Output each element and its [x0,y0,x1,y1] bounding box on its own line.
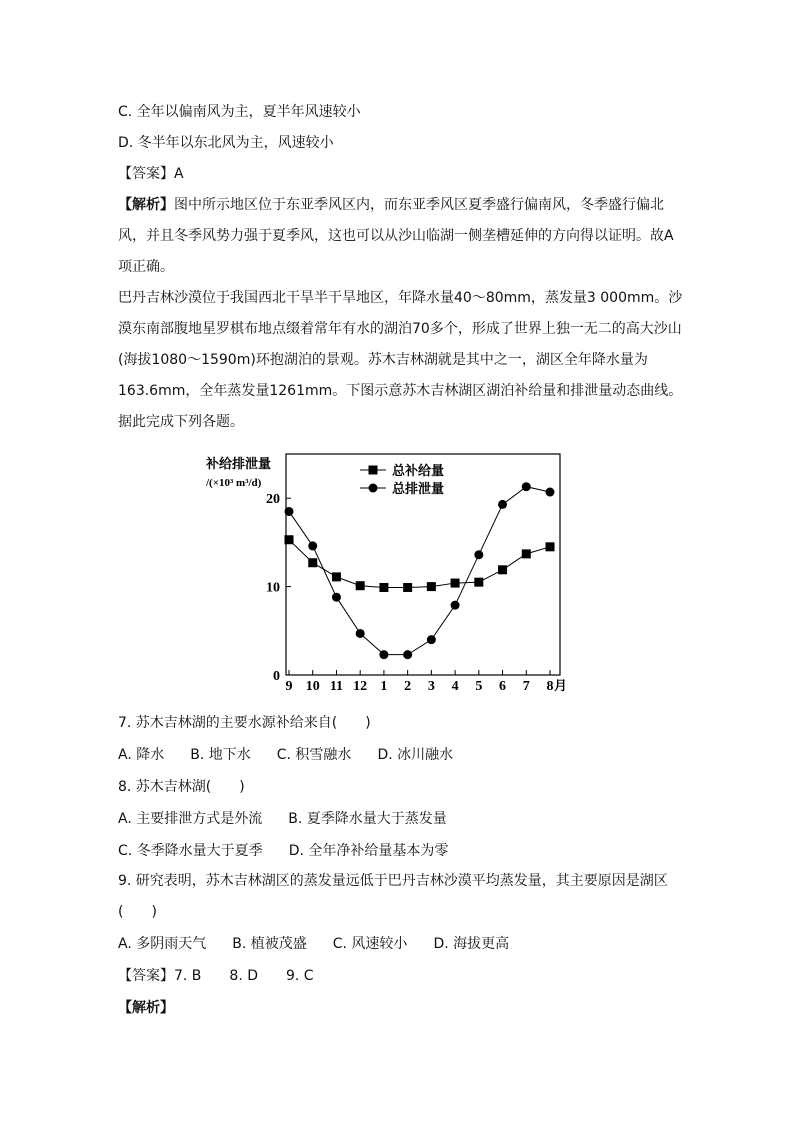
question-7-options [118,745,479,765]
point-discharge-2 [403,650,412,659]
question-9-stem: 9. 研究表明，苏木吉林湖区的蒸发量远低于巴丹吉林沙漠平均蒸发量，其主要原因是湖区( ) [118,873,668,920]
y-tick-label-20: 20 [266,492,280,508]
point-supply-8 [546,542,555,551]
point-supply-7 [522,549,531,558]
series-line-discharge [289,487,550,655]
x-tick-label-7: 7 [522,679,530,693]
question-8-stem: 8. 苏木吉林湖( ) [118,779,245,795]
x-tick-label-10: 10 [305,679,320,693]
q7-option-a[interactable]: A. 降水 [118,747,165,763]
question-8-options-row2 [118,841,474,861]
chart-legend [360,463,444,496]
q8-option-d[interactable]: D. 全年净补给量基本为零 [288,843,449,859]
point-discharge-12 [356,629,365,638]
q7-option-d[interactable]: D. 冰川融水 [377,747,454,763]
question-8-options-row1 [118,809,473,829]
option-d-prev: D. 冬半年以东北风为主，风速较小 [118,135,334,151]
point-supply-11 [332,572,341,581]
x-tick-label-3: 3 [427,679,435,693]
q9-option-d[interactable]: D. 海拔更高 [433,936,510,952]
x-tick-label-1: 1 [380,679,388,693]
legend-square-marker [369,466,378,475]
point-supply-2 [403,583,412,592]
answer-1: 【答案】A [118,166,184,182]
question-9-options [118,934,535,954]
point-supply-1 [379,583,388,592]
y-axis-label-line1: 补给排泄量 [206,456,272,471]
x-tick-label-6: 6 [499,679,507,693]
point-discharge-7 [522,482,531,491]
point-supply-4 [451,579,460,588]
point-discharge-11 [332,593,341,602]
analysis-1-text: 图中所示地区位于东亚季风区内，而东亚季风区夏季盛行偏南风，冬季盛行偏北风，并且冬季风势力强于夏季风，这也可以从沙山临湖一侧垄槽延伸的方向得以证明。故A项正确。 [118,197,674,275]
point-supply-5 [474,578,483,587]
x-tick-label-4: 4 [451,679,459,693]
point-discharge-1 [379,650,388,659]
x-tick-label-8: 8 [546,679,554,693]
q8-option-a[interactable]: A. 主要排泄方式是外流 [118,811,263,827]
point-supply-3 [427,582,436,591]
analysis-2-label: 【解析】 [118,1000,174,1016]
point-discharge-8 [546,488,555,497]
x-tick-label-12: 12 [353,679,368,693]
question-7-stem: 7. 苏木吉林湖的主要水源补给来自( ) [118,715,371,731]
q7-option-b[interactable]: B. 地下水 [190,747,251,763]
x-tick-label-9: 9 [285,679,293,693]
point-discharge-5 [474,550,483,559]
q8-option-b[interactable]: B. 夏季降水量大于蒸发量 [288,811,447,827]
y-axis-label-line2: /(×10³ m³/d) [206,477,262,489]
q9-option-a[interactable]: A. 多阴雨天气 [118,936,207,952]
x-tick-label-5: 5 [475,679,483,693]
point-discharge-10 [308,541,317,550]
point-supply-12 [356,581,365,590]
point-supply-10 [308,558,317,567]
passage: 巴丹吉林沙漠位于我国西北干旱半干旱地区，年降水量40～80mm，蒸发量3 000mm。沙漠东南部腹地星罗棋布地点缀着常年有水的湖泊70多个，形成了世界上独一无二的高大沙山(海拔1080～1590m)环抱湖泊的景观。苏木吉林湖就是其中之一，湖区全年降水量为163.6mm，全年蒸发量1261mm。下图示意苏木吉林湖区湖泊补给量和排泄量动态曲线。据此完成下列各题。 [118,290,683,430]
point-discharge-4 [451,601,460,610]
point-discharge-3 [427,635,436,644]
legend-label-supply: 总补给量 [392,463,445,478]
analysis-1-label: 【解析】 [118,197,174,213]
y-tick-label-10: 10 [266,580,280,596]
analysis-1 [118,190,684,283]
point-discharge-9 [285,507,294,516]
point-supply-9 [285,535,294,544]
q9-option-c[interactable]: C. 风速较小 [332,936,408,952]
x-tick-label-11: 11 [329,679,344,693]
y-tick-label-0: 0 [273,669,280,684]
answer-2: 【答案】7. B 8. D 9. C [118,968,314,984]
x-tick-label-2: 2 [404,679,412,693]
legend-label-discharge: 总排泄量 [392,481,445,496]
legend-circle-marker [369,484,378,493]
option-c-prev: C. 全年以偏南风为主，夏半年风速较小 [118,104,361,120]
q9-option-b[interactable]: B. 植被茂盛 [232,936,307,952]
lake-balance-chart [200,448,580,693]
point-supply-6 [498,565,507,574]
x-axis-unit: 月 [554,678,568,693]
q7-option-c[interactable]: C. 积雪融水 [276,747,352,763]
point-discharge-6 [498,500,507,509]
q8-option-c[interactable]: C. 冬季降水量大于夏季 [118,843,263,859]
